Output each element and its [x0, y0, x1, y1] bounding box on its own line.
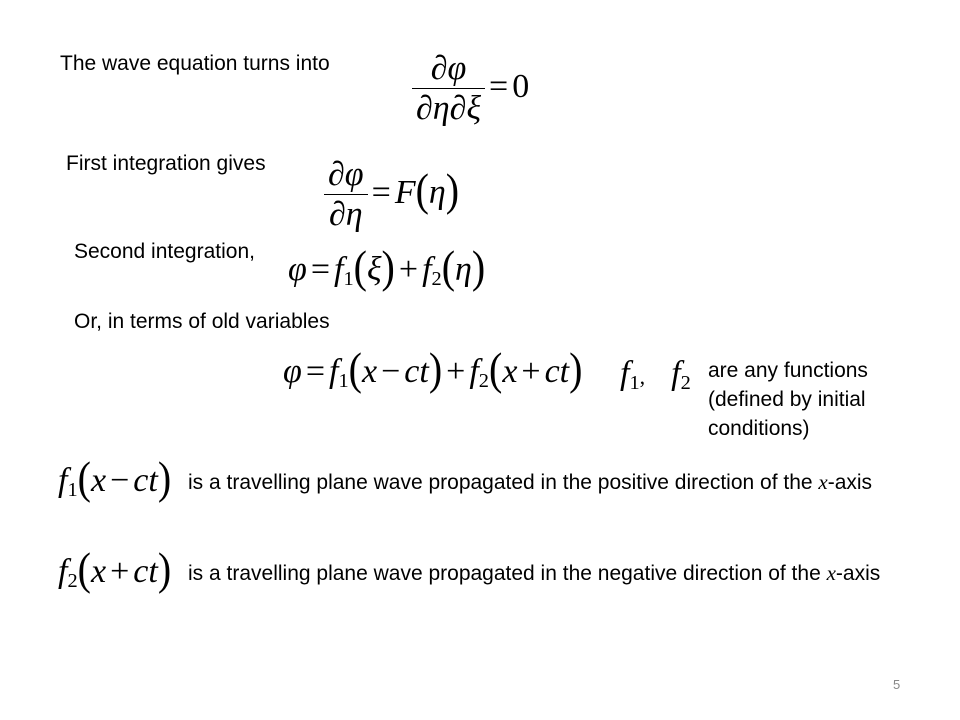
wave2-description: [188, 559, 898, 588]
mixed-derivative-fraction: $\frac{\partial\varphi}{\partial\eta\partial\xi}$: [412, 52, 485, 126]
wave1-text-b: -axis: [827, 471, 873, 494]
page-number: 5: [893, 677, 901, 692]
wave1-axis-var: x: [818, 470, 828, 494]
equation-second-integration: $\varphi = f_1(\xi) + f_2(\eta)$: [288, 240, 486, 293]
first-integration-text: First integration gives: [66, 152, 266, 175]
equation-f1-f2: $f_1$, $f_2$: [620, 355, 691, 395]
first-derivative-fraction: $\frac{\partial\varphi}{\partial\eta}$: [324, 158, 368, 232]
equation-f2-wave: $f_2(x + ct)$: [58, 542, 172, 595]
wave1-text-a: is a travelling plane wave propagated in the positive direction of the: [188, 471, 819, 494]
second-integration-text: Second integration,: [74, 240, 255, 263]
wave2-text-a: is a travelling plane wave propagated in the negative direction of the: [188, 562, 827, 585]
functions-note: are any functions (defined by initial conditions): [708, 359, 868, 440]
old-variables-text: Or, in terms of old variables: [74, 310, 330, 333]
wave2-text-b: -axis: [835, 562, 881, 585]
equation-mixed-derivative: $\frac{\partial\varphi}{\partial\eta\partial\xi}$ = 0: [412, 52, 529, 126]
equation-f1-wave: $f_1(x - ct)$: [58, 451, 172, 504]
wave-equation-text: The wave equation turns into: [60, 52, 330, 75]
wave2-axis-var: x: [826, 561, 836, 585]
equation-first-integration: $\frac{\partial\varphi}{\partial\eta}$ = F(η): [324, 158, 459, 232]
equation-general-solution: $\varphi = f_1(x - ct) + f_2(x + ct)$: [283, 342, 583, 395]
wave1-description: [188, 468, 898, 497]
